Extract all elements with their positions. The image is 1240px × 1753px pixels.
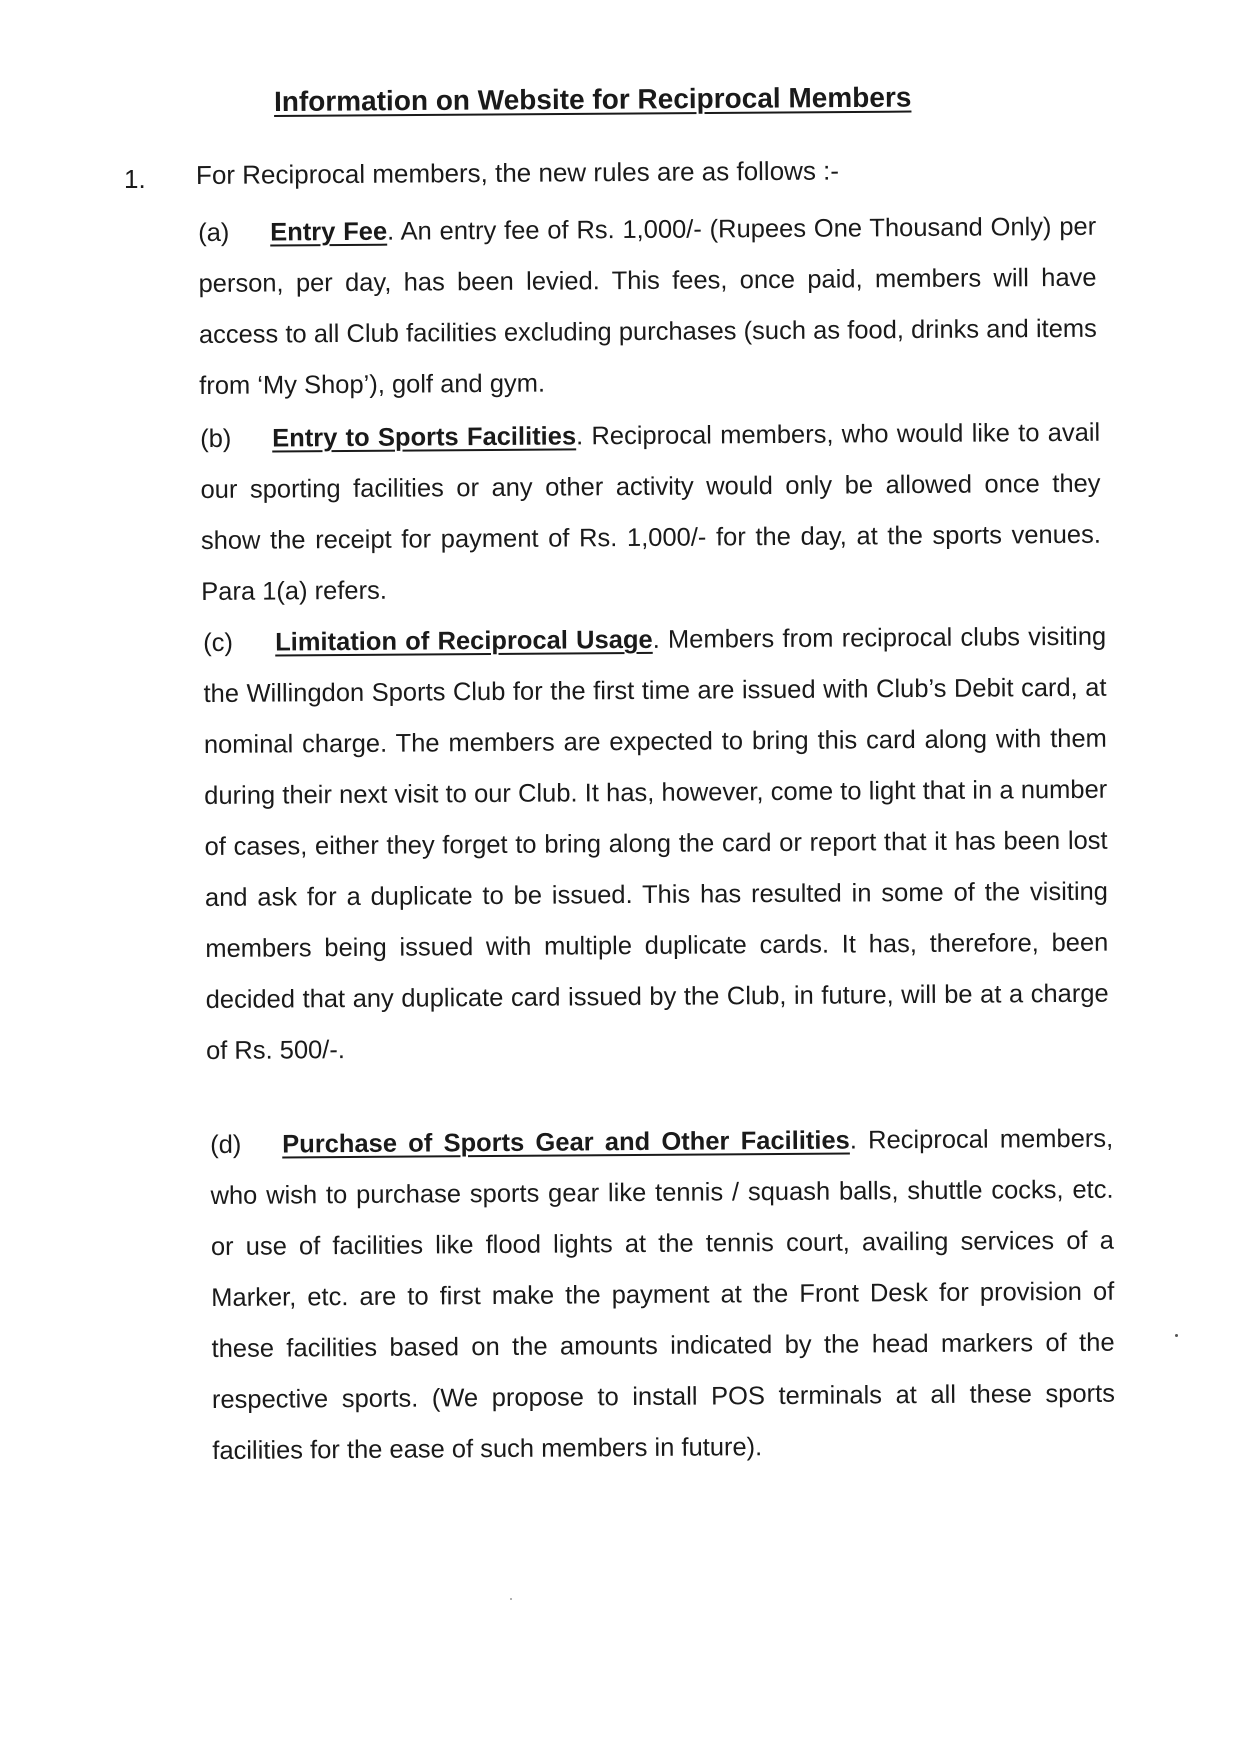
paragraph-limitation-of-reciprocal-usage [203, 612, 1109, 1077]
paragraph-label: (b) [200, 424, 232, 453]
item-number: 1. [124, 164, 146, 194]
paragraph-label: (c) [203, 628, 234, 657]
scan-speck [1175, 1334, 1178, 1337]
paragraph-entry-to-sports-facilities [200, 408, 1101, 618]
paragraph-body: . Reciprocal members, who would like to avail our sporting facilities or any other activity would only be allowed once they show the receipt for payment of Rs. 1,000/- for the day, at the sports venues. Para 1(a) refers. [200, 418, 1101, 606]
paragraph-heading: Entry Fee [270, 217, 388, 247]
paragraph-label: (d) [210, 1130, 242, 1159]
paragraph-label: (a) [198, 218, 230, 247]
scan-speck [510, 1598, 512, 1600]
document-title: Information on Website for Reciprocal Members [273, 81, 912, 117]
paragraph-body: . Members from reciprocal clubs visiting the Willingdon Sports Club for the first time are issued with Club’s Debit card, at nominal charge. The members are expected to bring this card along with them during their next visit to our Club. It has, however, come to light that in a number of cases, either they forget to bring along the card or report that it has been lost and ask for a duplicate to be issued. This has resulted in some of the visiting members being issued with multiple duplicate cards. It has, therefore, been decided that any duplicate card issued by the Club, in future, will be at a charge of Rs. 500/-. [203, 622, 1109, 1065]
paragraph-body: . An entry fee of Rs. 1,000/- (Rupees One Thousand Only) per person, per day, has been levied. This fees, once paid, members will have access to all Club facilities excluding purchases (such as food, drinks and items from ‘My Shop’), golf and gym. [198, 212, 1097, 400]
paragraph-heading: Limitation of Reciprocal Usage [275, 625, 653, 657]
paragraph-heading: Purchase of Sports Gear and Other Facilities [282, 1126, 850, 1159]
paragraph-body: . Reciprocal members, who wish to purchase sports gear like tennis / squash balls, shuttle cocks, etc. or use of facilities like flood lights at the tennis court, availing services of a Marker, etc. are to first make the payment at the Front Desk for provision of these facilities based on the amounts indicated by the head markers of the respective sports. (We propose to install POS terminals at all these sports facilities for the ease of such members in future). [210, 1124, 1116, 1465]
paragraph-entry-fee [198, 202, 1097, 412]
paragraph-heading: Entry to Sports Facilities [272, 422, 577, 453]
intro-text: For Reciprocal members, the new rules are as follows :- [195, 155, 840, 190]
paragraph-purchase-of-sports-gear [210, 1114, 1115, 1477]
